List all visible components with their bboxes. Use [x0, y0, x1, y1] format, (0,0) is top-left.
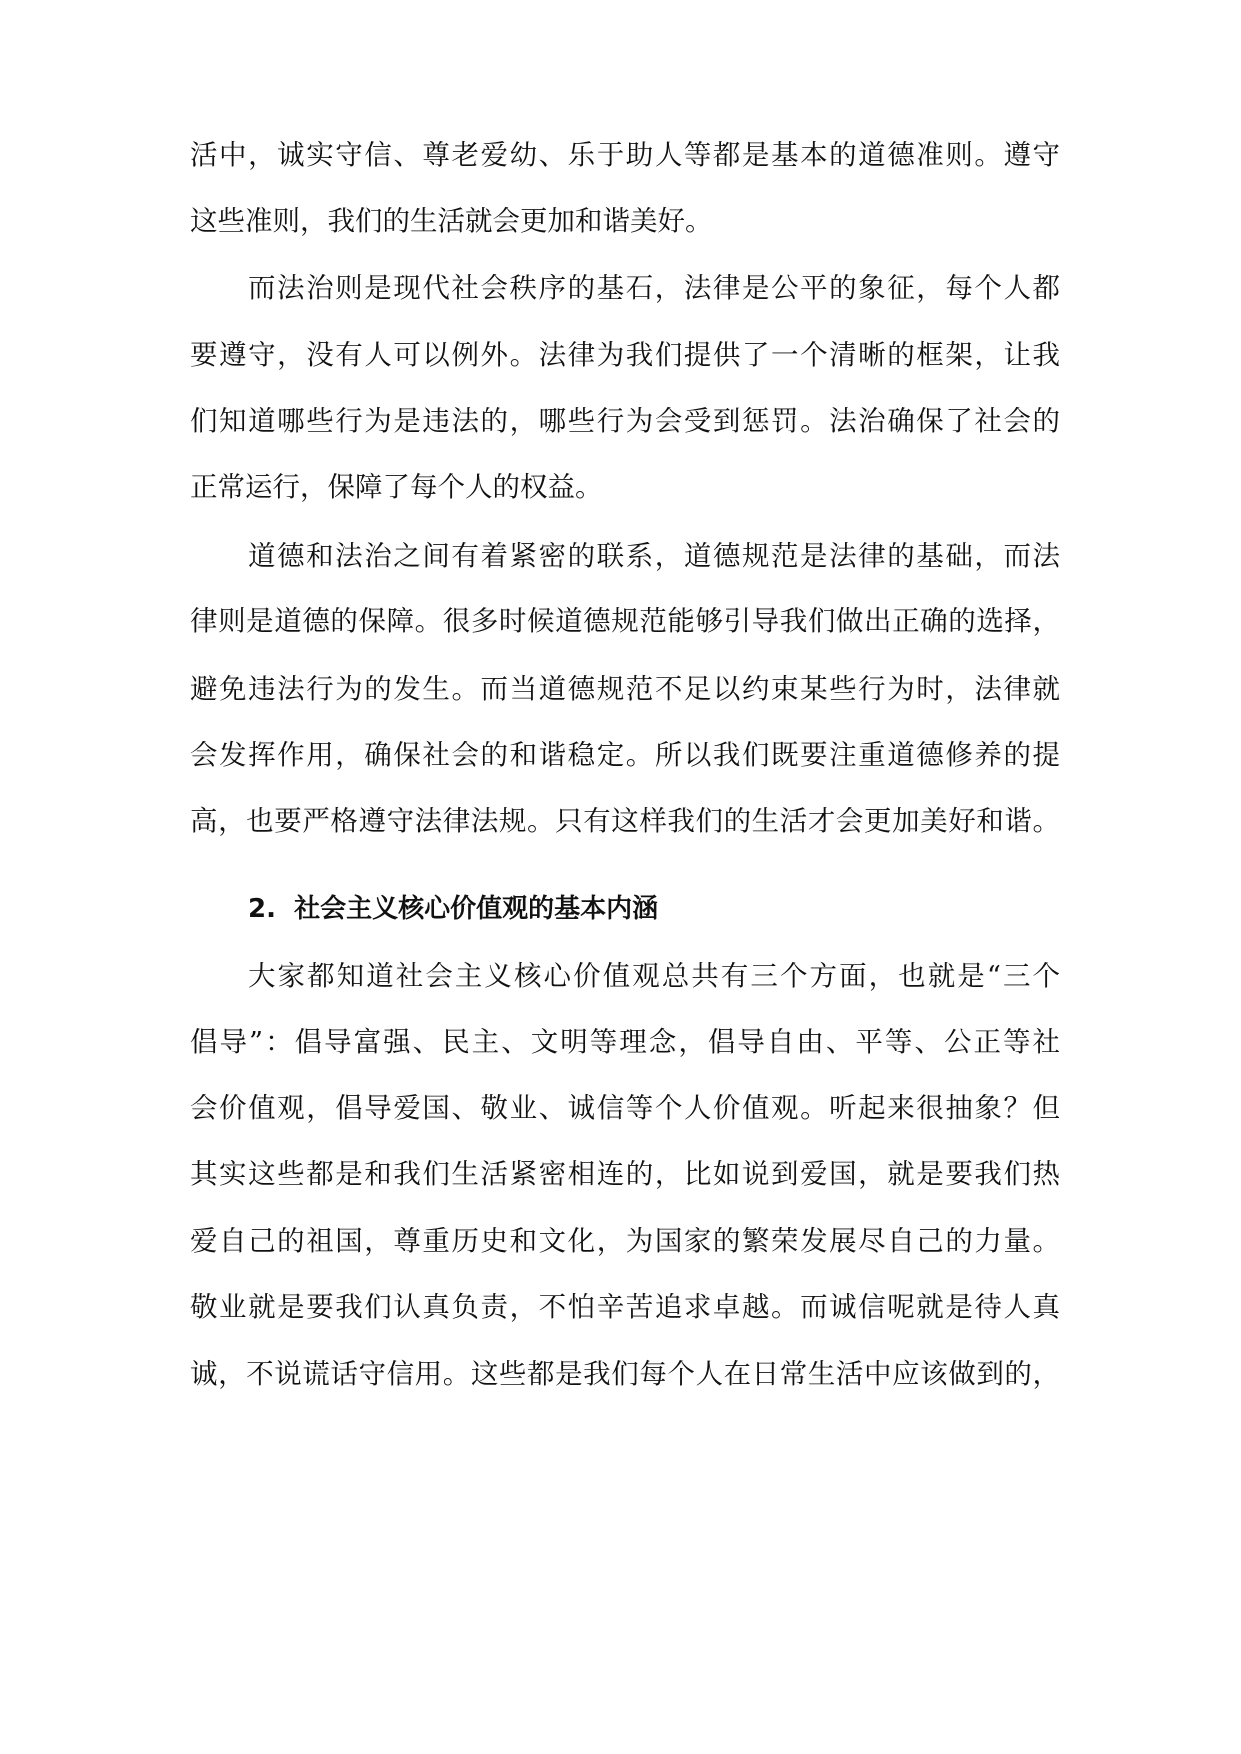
- section-paragraph-line-6: 敬业就是要我们认真负责，不怕辛苦追求卓越。而诚信呢就是待人真: [190, 1291, 1060, 1323]
- paragraph-3-line-4: 会发挥作用，确保社会的和谐稳定。所以我们既要注重道德修养的提: [190, 739, 1060, 771]
- section-paragraph-line-1: 大家都知道社会主义核心价值观总共有三个方面，也就是“三个: [248, 960, 1060, 992]
- section-paragraph-line-7: 诚，不说谎话守信用。这些都是我们每个人在日常生活中应该做到的，: [190, 1358, 1060, 1390]
- paragraph-3-line-2: 律则是道德的保障。很多时候道德规范能够引导我们做出正确的选择，: [190, 605, 1060, 637]
- paragraph-2-line-1: 而法治则是现代社会秩序的基石，法律是公平的象征，每个人都: [248, 272, 1060, 304]
- section-paragraph-line-2: 倡导”：倡导富强、民主、文明等理念，倡导自由、平等、公正等社: [190, 1026, 1060, 1058]
- section-paragraph-line-5: 爱自己的祖国，尊重历史和文化，为国家的繁荣发展尽自己的力量。: [190, 1225, 1060, 1257]
- paragraph-3-line-1: 道德和法治之间有着紧密的联系，道德规范是法律的基础，而法: [248, 540, 1060, 572]
- paragraph-3-line-3: 避免违法行为的发生。而当道德规范不足以约束某些行为时，法律就: [190, 673, 1060, 705]
- paragraph-2-line-2: 要遵守，没有人可以例外。法律为我们提供了一个清晰的框架，让我: [190, 339, 1060, 371]
- paragraph-3-line-5: 高，也要严格遵守法律法规。只有这样我们的生活才会更加美好和谐。: [190, 805, 1060, 837]
- section-paragraph-line-4: 其实这些都是和我们生活紧密相连的，比如说到爱国，就是要我们热: [190, 1158, 1060, 1190]
- paragraph-1-line-2: 这些准则，我们的生活就会更加和谐美好。: [190, 205, 713, 237]
- section-heading: 2. 社会主义核心价值观的基本内涵: [248, 894, 659, 924]
- section-paragraph-line-3: 会价值观，倡导爱国、敬业、诚信等个人价值观。听起来很抽象？但: [190, 1092, 1060, 1124]
- paragraph-1-line-1: 活中，诚实守信、尊老爱幼、乐于助人等都是基本的道德准则。遵守: [190, 139, 1060, 171]
- paragraph-2-line-3: 们知道哪些行为是违法的，哪些行为会受到惩罚。法治确保了社会的: [190, 405, 1060, 437]
- paragraph-2-line-4: 正常运行，保障了每个人的权益。: [190, 471, 603, 503]
